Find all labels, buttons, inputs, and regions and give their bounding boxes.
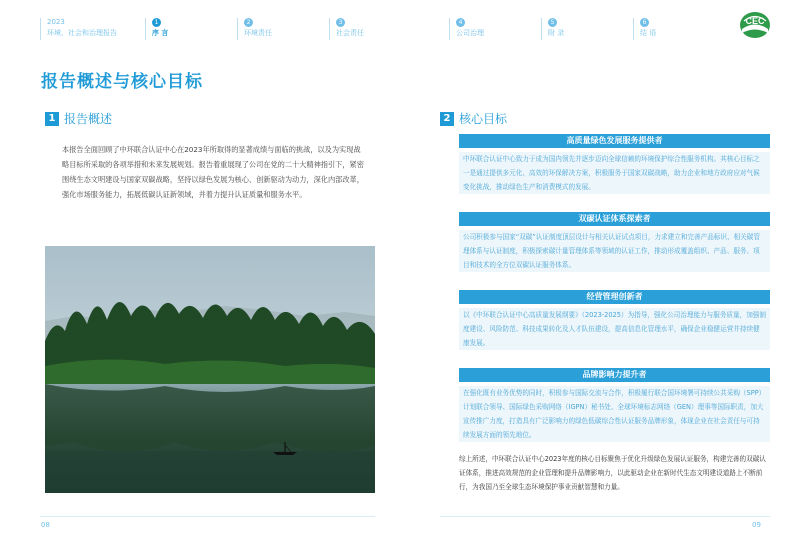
goal-header: 高质量绿色发展服务提供者: [459, 134, 770, 148]
report-year: 2023: [47, 18, 65, 26]
goal-description: 公司积极参与国家“双碳”认证制度顶层设计与相关认证试点项目，力求建立和完善产品标识、相关碳管理体系与认证制度，积极探索碳计量管理体系等领域的认证工作，推动形成覆盖组织、产品、服务、项目和技术的全方位双碳认证服务体系。: [459, 230, 770, 272]
goal-description: 中环联合认证中心致力于成为国内领先并逐步迈向全球信赖的环境保护综合性服务机构。其核心目标之一是通过提供多元化、高效的环保解决方案，积极服务于国家双碳战略，助力企业和地方政府应对气候变化挑战，推动绿色生产和消费模式的发展。: [459, 152, 770, 194]
cec-logo: [738, 8, 772, 40]
nav-tab-label: 结 语: [640, 29, 657, 37]
nav-tab-label: 环境责任: [244, 29, 272, 37]
nav-number-badge: 1: [152, 18, 161, 27]
goal-header: 双碳认证体系探索者: [459, 212, 770, 226]
footer-divider: [40, 516, 375, 517]
nav-tab-label: 附 录: [548, 29, 565, 37]
page-number-right: 09: [752, 521, 761, 529]
top-navigation: [0, 0, 808, 46]
section-header: [440, 110, 507, 127]
goal-description: 在强化既有业务优势的同时，积极参与国际交流与合作，积极履行联合国环境署可持续公共采购（SPP）计划联合领导、国际绿色采购网络（IGPN）秘书处、全球环境标志网络（GEN）理事等国际职责，加大宣传推广力度，打造具有广泛影响力的绿色低碳综合性认证服务品牌形象，体现企业在社会责任与可持续发展方面的领先地位。: [459, 386, 770, 442]
goal-header: 品牌影响力提升者: [459, 368, 770, 382]
footer-divider: [440, 516, 770, 517]
nav-tab-governance[interactable]: [449, 18, 484, 40]
nav-number-badge: 6: [640, 18, 649, 27]
page-number-left: 08: [41, 521, 50, 529]
report-name: 环境、社会和治理报告: [47, 29, 117, 37]
nav-tab-label: 序 言: [152, 29, 169, 37]
nav-number-badge: 2: [244, 18, 253, 27]
goal-description: 以《中环联合认证中心高质量发展纲要》（2023-2025）为指导，强化公司治理能力与服务质量，加强制度建设、风险防范、科技成果转化及人才队伍建设，提高信息化管理水平，确保企业稳健运营并持续健康发展。: [459, 308, 770, 350]
logo-text: CEC: [745, 16, 765, 26]
lake-forest-photo: [45, 246, 375, 493]
nav-number-badge: 4: [456, 18, 465, 27]
section-number: 2: [440, 112, 454, 126]
section-title: 核心目标: [459, 112, 508, 126]
nav-report-title[interactable]: [40, 18, 117, 40]
nav-tab-social[interactable]: [329, 18, 364, 40]
summary-paragraph: 综上所述，中环联合认证中心2023年度的核心目标聚焦于优化升级绿色发展认证服务，构建完善的双碳认证体系，推进高效规范的企业管理和提升品牌影响力，以此驱动企业在新时代生态文明建设道路上不断前行，为我国乃至全球生态环境保护事业贡献智慧和力量。: [459, 455, 766, 491]
nav-tab-environment[interactable]: [237, 18, 272, 40]
nav-number-badge: 5: [548, 18, 557, 27]
page-title: 报告概述与核心目标: [41, 72, 203, 92]
nav-tab-label: 公司治理: [456, 29, 484, 37]
nav-tab-appendix[interactable]: [541, 18, 564, 40]
section-title: 报告概述: [64, 112, 113, 126]
section-header: [45, 110, 112, 127]
overview-paragraph: 本报告全面回顾了中环联合认证中心在2023年所取得的显著成绩与面临的挑战，以及为实现战略目标所采取的各项举措和未来发展规划。报告着重展现了公司在党的二十大精神指引下，紧密围绕生态文明建设与国家双碳战略，坚持以绿色发展为核心、创新驱动为动力，深化内部改革，强化市场服务能力，拓展低碳认证新领域，并着力提升认证质量和服务水平。: [62, 145, 364, 199]
nav-number-badge: 3: [336, 18, 345, 27]
nav-tab-preface[interactable]: [145, 18, 168, 40]
nav-tab-label: 社会责任: [336, 29, 364, 37]
section-number: 1: [45, 112, 59, 126]
goal-header: 经营管理创新者: [459, 290, 770, 304]
nav-tab-conclusion[interactable]: [633, 18, 656, 40]
